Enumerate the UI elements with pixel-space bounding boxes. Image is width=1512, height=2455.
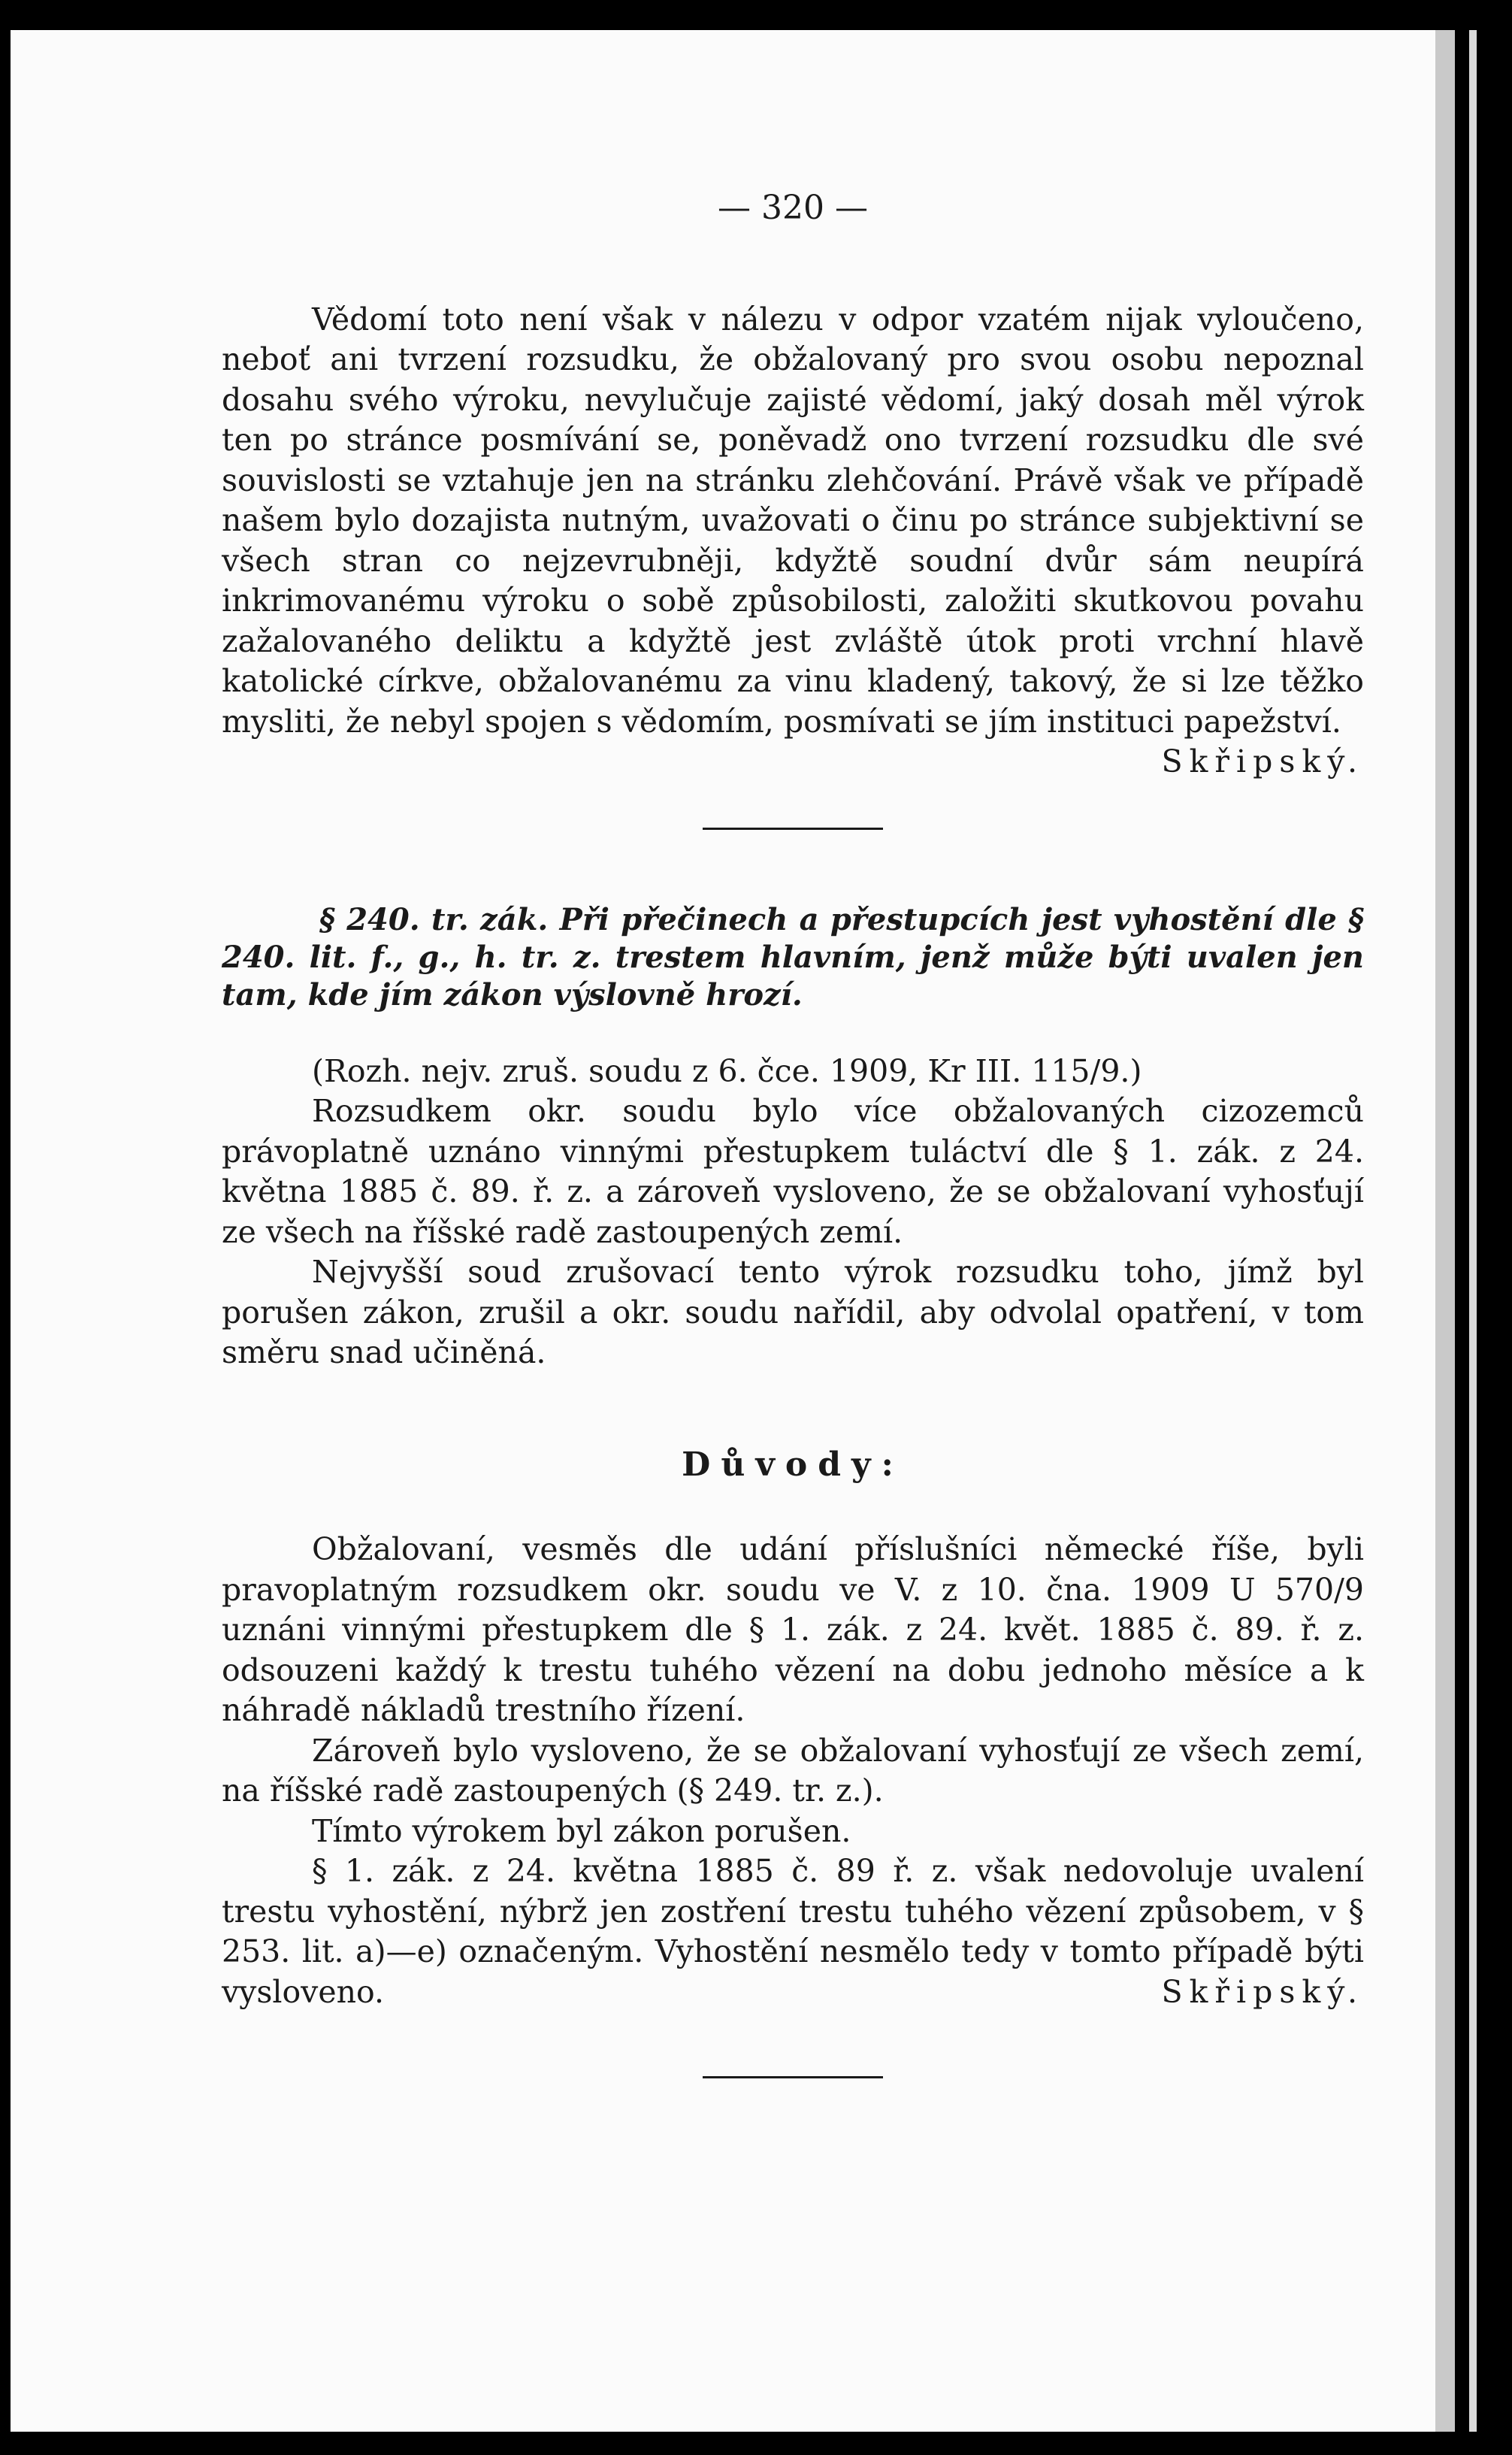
paragraph-6: Tímto výrokem byl zákon porušen. [312, 1812, 851, 1849]
paragraph-1 [222, 300, 1364, 783]
signature-2: Skřipský. [1161, 1973, 1364, 2010]
decision-reference: (Rozh. nejv. zruš. soudu z 6. čce. 1909, Kr III. 115/9.) [312, 1052, 1142, 1089]
reasons-heading: Důvody: [682, 1445, 904, 1484]
paragraph-3: Nejvyšší soud zrušovací tento výrok rozsudku toho, jímž byl porušen zákon, zrušil a okr. soudu nařídil, aby odvolal opatření, v tom směru snad učiněná. [222, 1254, 1364, 1370]
section-heading: § 240. tr. zák. Při přečinech a přestupcích jest vyhostění dle § 240. lit. f., g., h. tr. z. trestem hlavním, jenž může býti uvalen jen tam, kde jím zákon výslovně hrozí. [222, 901, 1364, 1013]
signature-1: Skřipský. [1161, 743, 1364, 779]
paragraph-7 [222, 1851, 1364, 2012]
separator-rule-bottom [703, 2076, 883, 2078]
paragraph-2: Rozsudkem okr. soudu bylo více obžalovaných cizozemců právoplatně uznáno vinnými přestupkem tuláctví dle § 1. zák. z 24. května 1885 č. 89. ř. z. a zároveň vysloveno, že se obžalovaní vyhosťují ze všech na říšské radě zastoupených zemí. [222, 1093, 1364, 1250]
separator-rule-top [703, 828, 883, 830]
page-edge-shadow [1435, 30, 1455, 2432]
paragraph-1-text: Vědomí toto není však v nálezu v odpor vzatém nijak vyloučeno, neboť ani tvrzení rozsudku, že obžalovaný pro svou osobu nepoznal dosahu svého výroku, nevylučuje zajisté vědomí, jaký dosah měl výrok ten po stránce posmívání se, poněvadž ono tvrzení rozsudku dle své souvislosti se vztahuje jen na stránku zlehčování. Právě však ve případě našem bylo dozajista nutným, uvažovati o činu po stránce subjektivní se všech stran co nejzevrubněji, kdyžtě soudní dvůr sám neupírá inkrimovanému výroku o sobě způsobilosti, založiti skutkovou povahu zažalovaného deliktu a kdyžtě jest zvláště útok proti vrchní hlavě katolické církve, obžalovanému za vinu kladený, takový, že si lze těžko mysliti, že nebyl spojen s vědomím, posmívati se jím instituci papežství. [222, 301, 1364, 740]
page-number: — 320 — [718, 189, 868, 227]
page-content [222, 188, 1364, 2078]
paragraph-5: Zároveň bylo vysloveno, že se obžalovaní vyhosťují ze všech zemí, na říšské radě zastoupených (§ 249. tr. z.). [222, 1732, 1364, 1809]
paragraph-7-text: § 1. zák. z 24. května 1885 č. 89 ř. z. však nedovoluje uvalení trestu vyhostění, nýbrž jen zostření trestu tuhého vězení způsobem, v § 253. lit. a)—e) označeným. Vyhostění nesmělo tedy v tomto případě býti vysloveno. [222, 1853, 1364, 2010]
scan-edge-line [1469, 30, 1477, 2432]
paragraph-4: Obžalovaní, vesměs dle udání příslušníci německé říše, byli pravoplatným rozsudkem okr. soudu ve V. z 10. čna. 1909 U 570/9 uznáni vinnými přestupkem dle § 1. zák. z 24. květ. 1885 č. 89. ř. z. odsouzeni každý k trestu tuhého vězení na dobu jednoho měsíce a k náhradě nákladů trestního řízení. [222, 1531, 1364, 1728]
